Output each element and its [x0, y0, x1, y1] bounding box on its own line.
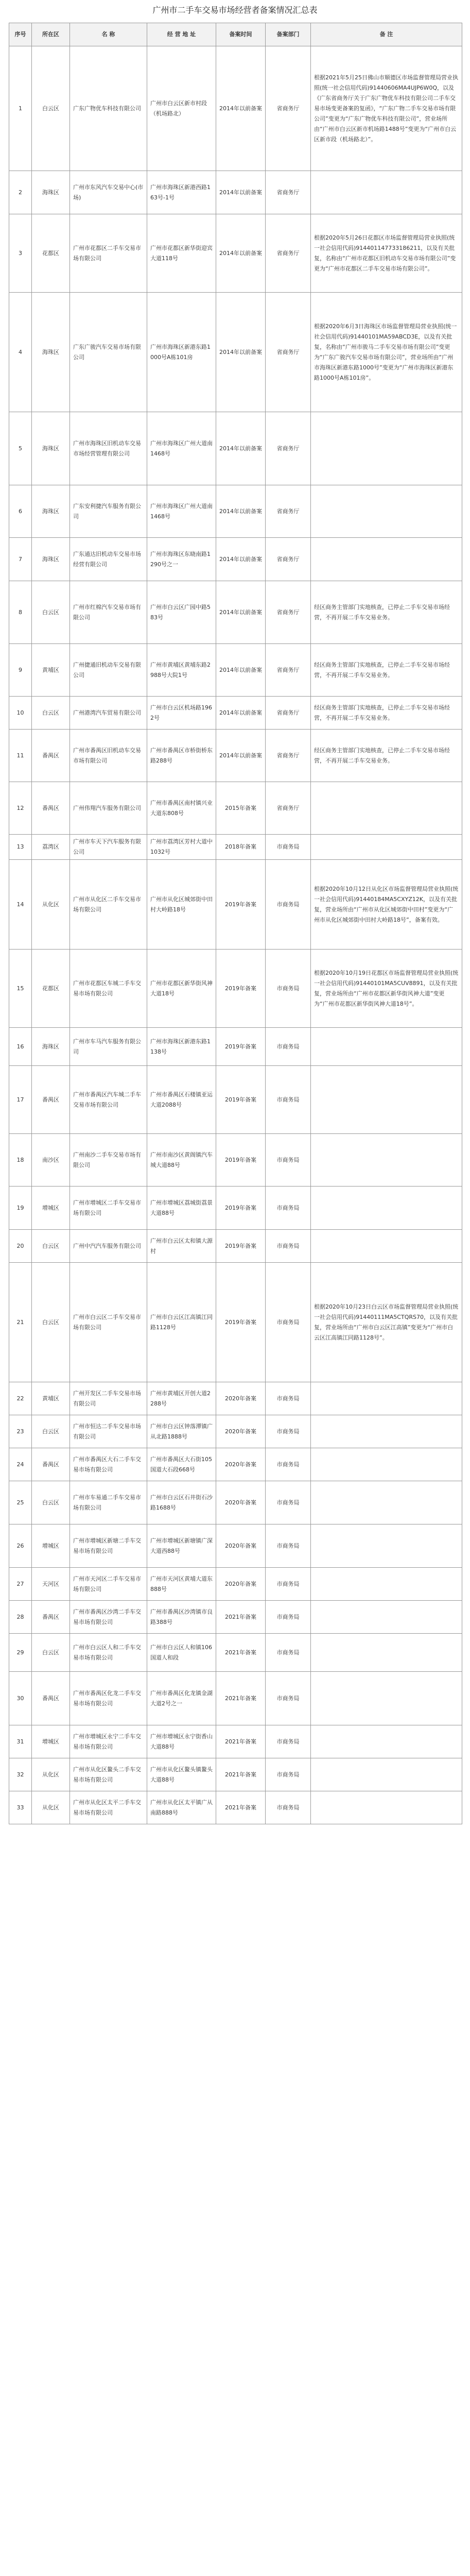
table-row	[9, 1524, 462, 1568]
cell-no: 29	[9, 1634, 32, 1672]
cell-address: 广州市番禺区南村镇兴业大道东808号	[147, 782, 216, 835]
cell-district: 海珠区	[32, 485, 70, 538]
table-row	[9, 1725, 462, 1758]
cell-note: 根据2021年5月25日佛山市顺德区市场监督管理局营业执照(统一社会信用代码)91440606MA4UJP6W0Q，以及《广东省商务厅关于广东广物优车科技有限公司二手车交易市场变更备案的复函》，“广东广物二手车交易市场有限公司”变更为“广东广物优车科技有限公司”，营业场所由“广州市白云区新市机场路1488号”变更为“广州市白云区新市段（机场路北）”。	[311, 46, 462, 171]
cell-district: 海珠区	[32, 412, 70, 485]
cell-dept: 市商务局	[266, 1568, 311, 1601]
table-row	[9, 1568, 462, 1601]
table-row	[9, 46, 462, 171]
cell-district: 海珠区	[32, 171, 70, 214]
cell-district: 白云区	[32, 1481, 70, 1524]
cell-district: 白云区	[32, 1634, 70, 1672]
cell-no: 20	[9, 1230, 32, 1263]
cell-name: 广州市红棉汽车交易市场有限公司	[70, 581, 147, 644]
cell-address: 广州市花都区新华街迎宾大道118号	[147, 214, 216, 293]
cell-no: 26	[9, 1524, 32, 1568]
cell-district: 番禺区	[32, 1601, 70, 1634]
cell-address: 广州市海珠区东晓南路1290号之一	[147, 538, 216, 581]
cell-name: 广州伟翔汽车服务有限公司	[70, 782, 147, 835]
cell-note	[311, 1448, 462, 1481]
cell-date: 2014年以前备案	[216, 730, 266, 782]
cell-no: 4	[9, 293, 32, 412]
header-cell-address: 经 营 地 址	[147, 23, 216, 46]
cell-note	[311, 1725, 462, 1758]
cell-address: 广州市天河区黄埔大道东888号	[147, 1568, 216, 1601]
cell-name: 广州港湾汽车贸易有限公司	[70, 697, 147, 730]
cell-name: 广州捷通旧机动车交易有限公司	[70, 644, 147, 697]
cell-dept: 市商务局	[266, 1415, 311, 1448]
cell-dept: 市商务局	[266, 1601, 311, 1634]
cell-no: 27	[9, 1568, 32, 1601]
cell-no: 2	[9, 171, 32, 214]
cell-district: 白云区	[32, 697, 70, 730]
cell-address: 广州市白云区人和镇106国道人和段	[147, 1634, 216, 1672]
cell-date: 2021年备案	[216, 1725, 266, 1758]
header-row	[9, 23, 462, 46]
table-row	[9, 1672, 462, 1725]
cell-dept: 省商务厅	[266, 538, 311, 581]
table-row	[9, 485, 462, 538]
cell-district: 海珠区	[32, 538, 70, 581]
cell-note	[311, 1230, 462, 1263]
cell-dept: 市商务局	[266, 1634, 311, 1672]
cell-note	[311, 1758, 462, 1791]
cell-district: 黄埔区	[32, 644, 70, 697]
cell-dept: 市商务局	[266, 1066, 311, 1134]
cell-dept: 省商务厅	[266, 581, 311, 644]
cell-district: 花都区	[32, 214, 70, 293]
cell-district: 增城区	[32, 1187, 70, 1230]
cell-date: 2021年备案	[216, 1672, 266, 1725]
table-row	[9, 538, 462, 581]
cell-date: 2014年以前备案	[216, 644, 266, 697]
cell-address: 广州市增城区荔城街荔景大道88号	[147, 1187, 216, 1230]
cell-dept: 省商务厅	[266, 697, 311, 730]
cell-dept: 市商务局	[266, 1791, 311, 1824]
cell-dept: 省商务厅	[266, 412, 311, 485]
cell-note	[311, 1601, 462, 1634]
cell-date: 2019年备案	[216, 1263, 266, 1382]
cell-date: 2020年备案	[216, 1448, 266, 1481]
cell-name: 广州市白云区二手车交易市场有限公司	[70, 1263, 147, 1382]
cell-no: 33	[9, 1791, 32, 1824]
table-row	[9, 1066, 462, 1134]
cell-district: 白云区	[32, 581, 70, 644]
header-cell-district: 所在区	[32, 23, 70, 46]
table-row	[9, 1263, 462, 1382]
cell-address: 广州市白云区机场路1962号	[147, 697, 216, 730]
cell-no: 19	[9, 1187, 32, 1230]
cell-name: 广州市花都区车城二手车交易市场有限公司	[70, 950, 147, 1028]
cell-address: 广州市番禺区沙湾镇市良路388号	[147, 1601, 216, 1634]
cell-district: 白云区	[32, 1230, 70, 1263]
header-cell-dept: 备案部门	[266, 23, 311, 46]
cell-note: 根据2020年10月12日从化区市场监督管理局营业执照(统一社会信用代码)91440184MA5CXYZ12K，以及有关批复，营业场所由“广州市从化区城郊街中田村”变更为“广州市从化区城郊街中田村大岭路18号”，备案有效。	[311, 860, 462, 950]
header-cell-name: 名 称	[70, 23, 147, 46]
table-row	[9, 293, 462, 412]
cell-district: 从化区	[32, 1791, 70, 1824]
cell-name: 广州市增城区新塘二手车交易市场有限公司	[70, 1524, 147, 1568]
table-row	[9, 1134, 462, 1187]
cell-address: 广州市白云区江高镇江同路1128号	[147, 1263, 216, 1382]
cell-district: 从化区	[32, 1758, 70, 1791]
table-row	[9, 412, 462, 485]
cell-dept: 市商务局	[266, 1448, 311, 1481]
cell-name: 广东广骏汽车交易市场有限公司	[70, 293, 147, 412]
table-row	[9, 730, 462, 782]
cell-name: 广州中汽汽车服务有限公司	[70, 1230, 147, 1263]
cell-date: 2020年备案	[216, 1568, 266, 1601]
cell-no: 3	[9, 214, 32, 293]
cell-district: 黄埔区	[32, 1382, 70, 1415]
cell-district: 从化区	[32, 860, 70, 950]
cell-district: 白云区	[32, 1415, 70, 1448]
cell-note: 根据2020年10月19日花都区市场监督管理局营业执照(统一社会信用代码)91440101MA5CUV8891，以及有关批复，营业场所由“广州市花都区新华街风神大道”变更为“广州市花都区新华街风神大道18号”。	[311, 950, 462, 1028]
cell-dept: 市商务局	[266, 1382, 311, 1415]
cell-note	[311, 171, 462, 214]
cell-date: 2014年以前备案	[216, 46, 266, 171]
cell-name: 广州市增城区二手车交易市场有限公司	[70, 1187, 147, 1230]
cell-dept: 市商务局	[266, 1672, 311, 1725]
cell-no: 7	[9, 538, 32, 581]
cell-no: 9	[9, 644, 32, 697]
cell-date: 2019年备案	[216, 950, 266, 1028]
cell-no: 23	[9, 1415, 32, 1448]
cell-dept: 市商务局	[266, 1028, 311, 1066]
cell-district: 天河区	[32, 1568, 70, 1601]
table-row	[9, 1230, 462, 1263]
cell-dept: 市商务局	[266, 1524, 311, 1568]
cell-note	[311, 1672, 462, 1725]
cell-no: 21	[9, 1263, 32, 1382]
cell-no: 16	[9, 1028, 32, 1066]
cell-address: 广州市黄埔区黄埔东路2988号大院1号	[147, 644, 216, 697]
cell-note	[311, 782, 462, 835]
cell-address: 广州市白云区太和镇大源村	[147, 1230, 216, 1263]
cell-dept: 省商务厅	[266, 46, 311, 171]
cell-no: 5	[9, 412, 32, 485]
cell-no: 12	[9, 782, 32, 835]
cell-no: 11	[9, 730, 32, 782]
cell-address: 广州市从化区城郊街中田村大岭路18号	[147, 860, 216, 950]
table-row	[9, 1028, 462, 1066]
table-row	[9, 1382, 462, 1415]
cell-note	[311, 1187, 462, 1230]
cell-dept: 市商务局	[266, 860, 311, 950]
cell-note	[311, 1415, 462, 1448]
header-cell-note: 备 注	[311, 23, 462, 46]
table-row	[9, 171, 462, 214]
cell-address: 广州市白云区广园中路583号	[147, 581, 216, 644]
cell-name: 广州南沙二手车交易市场有限公司	[70, 1134, 147, 1187]
table-row	[9, 1758, 462, 1791]
cell-address: 广州市白云区石井街石沙路1688号	[147, 1481, 216, 1524]
table-row	[9, 1481, 462, 1524]
cell-name: 广州市车天下汽车服务有限公司	[70, 835, 147, 860]
cell-note	[311, 1134, 462, 1187]
cell-note	[311, 485, 462, 538]
cell-no: 15	[9, 950, 32, 1028]
cell-note	[311, 1066, 462, 1134]
cell-dept: 省商务厅	[266, 485, 311, 538]
cell-name: 广州市番禺区化龙二手车交易市场有限公司	[70, 1672, 147, 1725]
cell-address: 广州市番禺区化龙镇金湖大道2号之一	[147, 1672, 216, 1725]
cell-date: 2020年备案	[216, 1415, 266, 1448]
cell-note	[311, 1568, 462, 1601]
cell-date: 2014年以前备案	[216, 412, 266, 485]
cell-dept: 省商务厅	[266, 293, 311, 412]
cell-dept: 市商务局	[266, 1187, 311, 1230]
cell-date: 2019年备案	[216, 1028, 266, 1066]
cell-name: 广州市车易通二手车交易市场有限公司	[70, 1481, 147, 1524]
table-row	[9, 1415, 462, 1448]
cell-date: 2014年以前备案	[216, 581, 266, 644]
cell-note: 根据2020年5月26日花都区市场监督管理局营业执照(统一社会信用代码)914401147733186211，以及有关批复，名称由“广州市花都区旧机动车交易市场有限公司”变更为“广州市花都区二手车交易市场有限公司”。	[311, 214, 462, 293]
cell-note: 根据2020年6月3日海珠区市场监督管理局营业执照(统一社会信用代码)91440101MA59ABCD3E，以及有关批复，名称由“广州市骏马二手车交易市场有限公司”变更为“广东广骏汽车交易市场有限公司”，营业场所由“广州市海珠区新港东路1000号”变更为“广州市海珠区新港东路1000号A栋101房”。	[311, 293, 462, 412]
cell-date: 2021年备案	[216, 1601, 266, 1634]
cell-dept: 省商务厅	[266, 782, 311, 835]
cell-date: 2020年备案	[216, 1481, 266, 1524]
cell-note: 经区商务主管部门实地核查，已停止二手车交易市场经营，不再开展二手车交易业务。	[311, 697, 462, 730]
cell-district: 南沙区	[32, 1134, 70, 1187]
cell-address: 广州市海珠区广州大道南1468号	[147, 412, 216, 485]
cell-no: 10	[9, 697, 32, 730]
cell-date: 2014年以前备案	[216, 697, 266, 730]
cell-address: 广州市番禺区大石街105国道大石段668号	[147, 1448, 216, 1481]
cell-date: 2014年以前备案	[216, 293, 266, 412]
cell-district: 番禺区	[32, 782, 70, 835]
cell-district: 白云区	[32, 1263, 70, 1382]
cell-address: 广州市增城区永宁街香山大道88号	[147, 1725, 216, 1758]
cell-name: 广州市东风汽车交易中心(市场)	[70, 171, 147, 214]
cell-no: 13	[9, 835, 32, 860]
cell-address: 广州市从化区太平镇广从南路888号	[147, 1791, 216, 1824]
cell-date: 2021年备案	[216, 1791, 266, 1824]
cell-note: 经区商务主管部门实地核查，已停止二手车交易市场经营，不再开展二手车交易业务。	[311, 730, 462, 782]
cell-name: 广州市番禺区大石二手车交易市场有限公司	[70, 1448, 147, 1481]
cell-dept: 市商务局	[266, 950, 311, 1028]
cell-address: 广州市荔湾区芳村大道中1032号	[147, 835, 216, 860]
cell-address: 广州市番禺区石楼镇亚运大道2088号	[147, 1066, 216, 1134]
cell-district: 番禺区	[32, 1066, 70, 1134]
header-cell-date: 备案时间	[216, 23, 266, 46]
cell-date: 2014年以前备案	[216, 485, 266, 538]
cell-no: 30	[9, 1672, 32, 1725]
table-row	[9, 581, 462, 644]
document-title: 广州市二手车交易市场经营者备案情况汇总表	[152, 5, 318, 15]
table-row	[9, 214, 462, 293]
cell-address: 广州市海珠区广州大道南1468号	[147, 485, 216, 538]
cell-district: 海珠区	[32, 293, 70, 412]
cell-address: 广州市白云区钟落潭镇广从北路1888号	[147, 1415, 216, 1448]
cell-district: 增城区	[32, 1524, 70, 1568]
cell-no: 32	[9, 1758, 32, 1791]
cell-dept: 市商务局	[266, 1758, 311, 1791]
cell-no: 24	[9, 1448, 32, 1481]
cell-date: 2020年备案	[216, 1382, 266, 1415]
cell-date: 2021年备案	[216, 1758, 266, 1791]
cell-dept: 省商务厅	[266, 171, 311, 214]
table-row	[9, 950, 462, 1028]
cell-date: 2019年备案	[216, 860, 266, 950]
table-row	[9, 697, 462, 730]
cell-name: 广州开发区二手车交易市场有限公司	[70, 1382, 147, 1415]
cell-name: 广州市恒达二手车交易市场有限公司	[70, 1415, 147, 1448]
table-row	[9, 1601, 462, 1634]
cell-district: 增城区	[32, 1725, 70, 1758]
cell-date: 2021年备案	[216, 1634, 266, 1672]
cell-no: 17	[9, 1066, 32, 1134]
cell-address: 广州市增城区新塘镇广深大道西88号	[147, 1524, 216, 1568]
cell-date: 2014年以前备案	[216, 171, 266, 214]
cell-district: 白云区	[32, 46, 70, 171]
cell-note	[311, 1524, 462, 1568]
cell-dept: 市商务局	[266, 835, 311, 860]
cell-name: 广州市从化区鳌头二手车交易市场有限公司	[70, 1758, 147, 1791]
cell-no: 28	[9, 1601, 32, 1634]
cell-no: 6	[9, 485, 32, 538]
cell-district: 海珠区	[32, 1028, 70, 1066]
cell-date: 2019年备案	[216, 1230, 266, 1263]
cell-dept: 市商务局	[266, 1263, 311, 1382]
cell-note	[311, 1028, 462, 1066]
table-body	[9, 46, 462, 1824]
cell-dept: 市商务局	[266, 1481, 311, 1524]
cell-address: 广州市从化区鳌头镇鳌头大道88号	[147, 1758, 216, 1791]
cell-no: 25	[9, 1481, 32, 1524]
cell-dept: 省商务厅	[266, 730, 311, 782]
registry-table	[9, 23, 462, 1824]
table-row	[9, 1634, 462, 1672]
header-cell-no: 序号	[9, 23, 32, 46]
table-row	[9, 1187, 462, 1230]
cell-note: 经区商务主管部门实地核查，已停止二手车交易市场经营，不再开展二手车交易业务。	[311, 581, 462, 644]
cell-date: 2018年备案	[216, 835, 266, 860]
cell-district: 荔湾区	[32, 835, 70, 860]
cell-name: 广州市海珠区旧机动车交易市场经营管理有限公司	[70, 412, 147, 485]
cell-name: 广州市从化区太平二手车交易市场有限公司	[70, 1791, 147, 1824]
cell-note	[311, 835, 462, 860]
cell-address: 广州市海珠区新港西路163号-1号	[147, 171, 216, 214]
cell-address: 广州市白云区新市村段（机场路北）	[147, 46, 216, 171]
cell-name: 广州市车马汽车服务有限公司	[70, 1028, 147, 1066]
cell-note	[311, 412, 462, 485]
cell-date: 2020年备案	[216, 1524, 266, 1568]
cell-name: 广州市番禺区旧机动车交易市场有限公司	[70, 730, 147, 782]
cell-address: 广州市海珠区新港东路1000号A栋101房	[147, 293, 216, 412]
cell-date: 2014年以前备案	[216, 538, 266, 581]
cell-dept: 市商务局	[266, 1725, 311, 1758]
cell-name: 广州市番禺区沙湾二手车交易市场有限公司	[70, 1601, 147, 1634]
cell-no: 14	[9, 860, 32, 950]
table-row	[9, 1791, 462, 1824]
cell-date: 2015年备案	[216, 782, 266, 835]
table-row	[9, 1448, 462, 1481]
cell-note: 经区商务主管部门实地核查，已停止二手车交易市场经营，不再开展二手车交易业务。	[311, 644, 462, 697]
cell-address: 广州市海珠区新港东路1138号	[147, 1028, 216, 1066]
cell-address: 广州市番禺区市桥街桥东路288号	[147, 730, 216, 782]
cell-district: 番禺区	[32, 730, 70, 782]
cell-note	[311, 1481, 462, 1524]
cell-dept: 省商务厅	[266, 214, 311, 293]
table-row	[9, 835, 462, 860]
cell-note: 根据2020年10月23日白云区市场监督管理局营业执照(统一社会信用代码)91440111MA5CTQRS70，以及有关批复，营业场所由“广州市白云区江高镇”变更为“广州市白云区江高镇江同路1128号”。	[311, 1263, 462, 1382]
cell-no: 8	[9, 581, 32, 644]
cell-note	[311, 538, 462, 581]
cell-name: 广东通达旧机动车交易市场经营有限公司	[70, 538, 147, 581]
cell-no: 22	[9, 1382, 32, 1415]
cell-dept: 省商务厅	[266, 644, 311, 697]
cell-name: 广州市从化区二手车交易市场有限公司	[70, 860, 147, 950]
cell-date: 2014年以前备案	[216, 214, 266, 293]
cell-address: 广州市花都区新华街风神大道18号	[147, 950, 216, 1028]
cell-address: 广州市南沙区黄阁镇汽车城大道88号	[147, 1134, 216, 1187]
cell-name: 广州市白云区人和二手车交易市场有限公司	[70, 1634, 147, 1672]
cell-dept: 市商务局	[266, 1230, 311, 1263]
cell-name: 广州市天河区二手车交易市场有限公司	[70, 1568, 147, 1601]
cell-no: 31	[9, 1725, 32, 1758]
cell-district: 番禺区	[32, 1448, 70, 1481]
table-row	[9, 644, 462, 697]
cell-name: 广州市花都区二手车交易市场有限公司	[70, 214, 147, 293]
cell-date: 2019年备案	[216, 1134, 266, 1187]
cell-name: 广州市番禺区汽车城二手车交易市场有限公司	[70, 1066, 147, 1134]
cell-no: 1	[9, 46, 32, 171]
cell-no: 18	[9, 1134, 32, 1187]
cell-dept: 市商务局	[266, 1134, 311, 1187]
cell-address: 广州市黄埔区开创大道2288号	[147, 1382, 216, 1415]
table-row	[9, 782, 462, 835]
cell-note	[311, 1634, 462, 1672]
cell-note	[311, 1382, 462, 1415]
cell-note	[311, 1791, 462, 1824]
cell-name: 广东安利捷汽车服务有限公司	[70, 485, 147, 538]
cell-name: 广州市增城区永宁二手车交易市场有限公司	[70, 1725, 147, 1758]
table-row	[9, 860, 462, 950]
cell-date: 2019年备案	[216, 1187, 266, 1230]
cell-name: 广东广物优车科技有限公司	[70, 46, 147, 171]
cell-district: 番禺区	[32, 1672, 70, 1725]
cell-date: 2019年备案	[216, 1066, 266, 1134]
cell-district: 花都区	[32, 950, 70, 1028]
